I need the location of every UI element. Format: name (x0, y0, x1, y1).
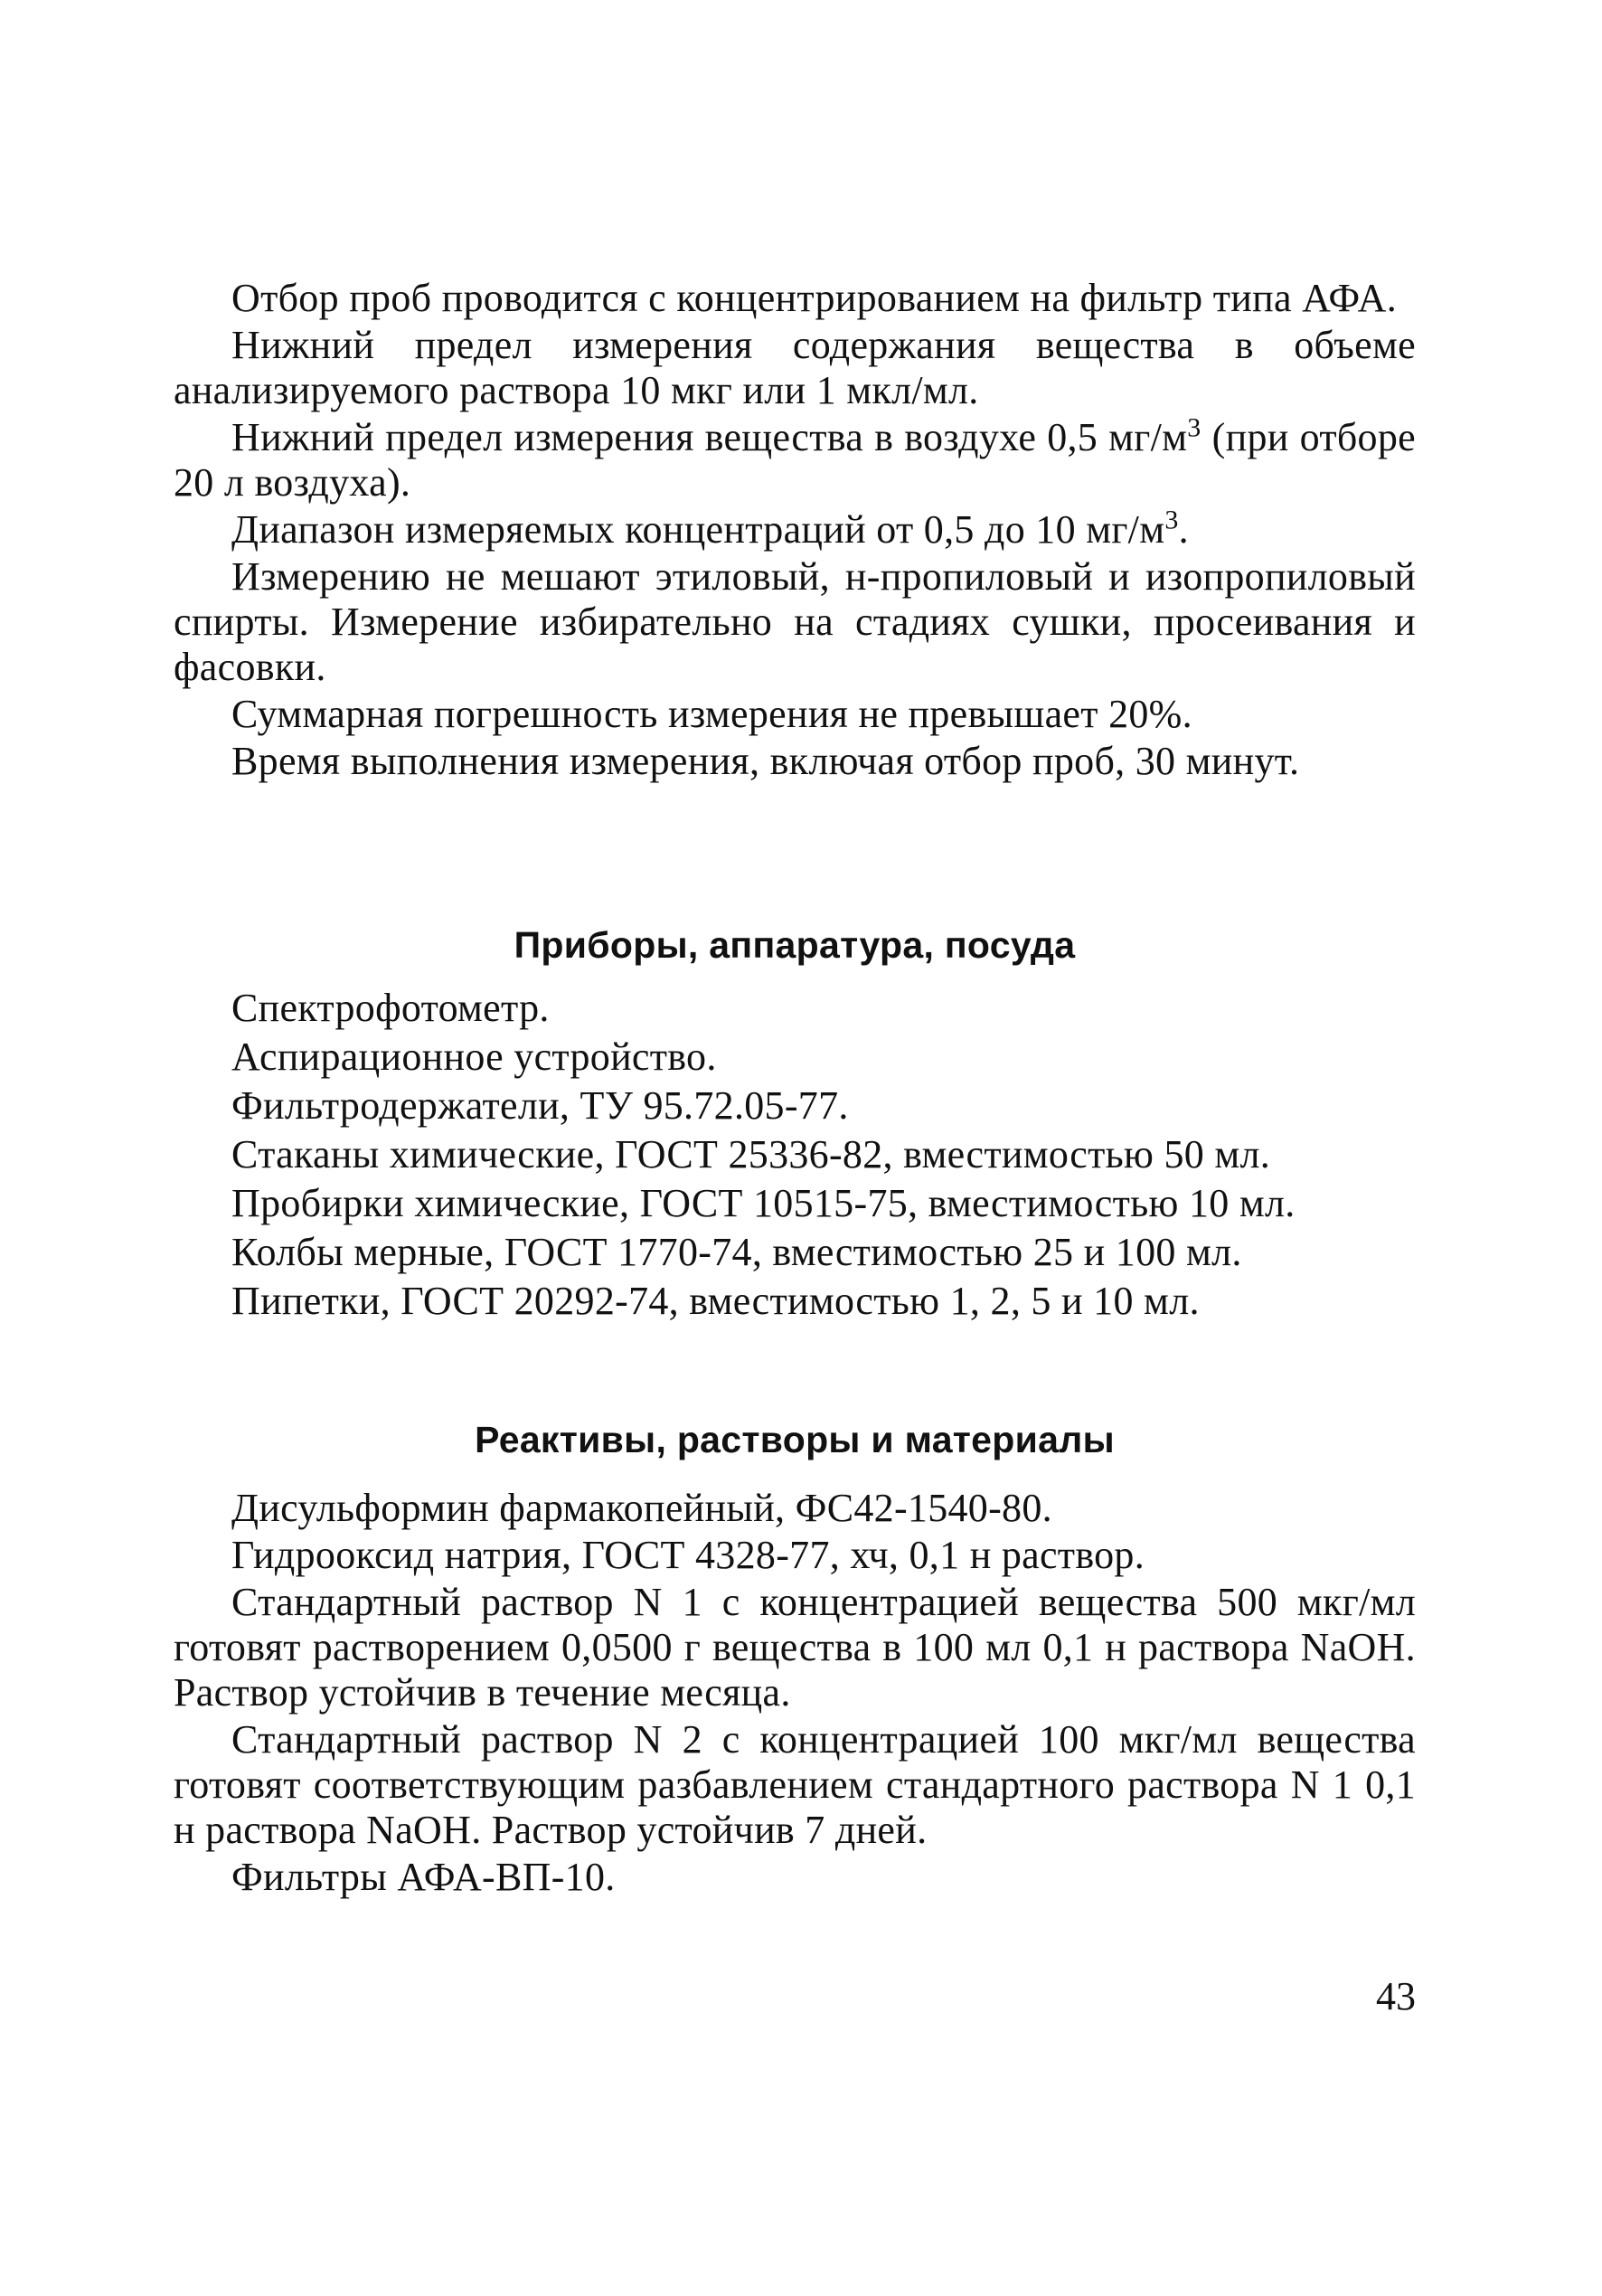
page-number: 43 (1376, 1974, 1416, 2018)
equipment-list (174, 986, 1416, 1328)
list-item: Гидрооксид натрия, ГОСТ 4328-77, хч, 0,1 н раствор. (231, 1533, 1145, 1577)
lower-limit-air-note: (при отборе 20 л воздуха). (174, 415, 1416, 505)
superscript-cube: 3 (1164, 505, 1179, 535)
intro-section (174, 276, 1416, 786)
paragraph-lower-limit-solution: Нижний предел измерения содержания вещества в объеме анализируемого раствора 10 мкг или 1 мкл/мл. (174, 323, 1416, 412)
paragraph-lower-limit-air (174, 412, 1416, 505)
list-item: Пипетки, ГОСТ 20292-74, вместимостью 1, 2, 5 и 10 мл. (231, 1279, 1200, 1323)
list-item: Аспирационное устройство. (231, 1035, 717, 1079)
list-item: Пробирки химические, ГОСТ 10515-75, вместимостью 10 мл. (231, 1181, 1296, 1225)
list-item: Фильтродержатели, ТУ 95.72.05-77. (231, 1083, 849, 1128)
list-item: Фильтры АФА-ВП-10. (231, 1855, 616, 1899)
paragraph-error: Суммарная погрешность измерения не превышает 20%. (231, 692, 1192, 736)
range-text: Диапазон измеряемых концентраций от 0,5 до 10 мг/м (231, 507, 1165, 552)
list-item: Колбы мерные, ГОСТ 1770-74, вместимостью 25 и 100 мл. (231, 1230, 1242, 1274)
section-heading-reagents: Реактивы, растворы и материалы (475, 1419, 1115, 1460)
lower-limit-air-text: Нижний предел измерения вещества в воздухе 0,5 мг/м (231, 415, 1188, 459)
list-item: Стаканы химические, ГОСТ 25336-82, вместимостью 50 мл. (231, 1132, 1271, 1176)
list-item: Стандартный раствор N 1 с концентрацией вещества 500 мкг/мл готовят растворением 0,0500 г вещества в 100 мл 0,1 н раствора NaOH. Раствор устойчив в течение месяца. (174, 1580, 1416, 1715)
reagents-list (174, 1486, 1416, 1902)
section-heading-equipment: Приборы, аппаратура, посуда (514, 924, 1076, 966)
list-item: Стандартный раствор N 2 с концентрацией 100 мкг/мл вещества готовят соответствующим разбавлением стандартного раствора N 1 0,1 н раствора NaOH. Раствор устойчив 7 дней. (174, 1717, 1416, 1852)
paragraph-duration: Время выполнения измерения, включая отбор проб, 30 минут. (231, 739, 1300, 783)
paragraph-sampling: Отбор проб проводится с концентрированием на фильтр типа АФА. (231, 276, 1398, 320)
list-item: Дисульформин фармакопейный, ФС42-1540-80. (231, 1486, 1052, 1530)
superscript-cube: 3 (1187, 412, 1202, 443)
list-item: Спектрофотометр. (231, 986, 550, 1030)
paragraph-interference: Измерению не мешают этиловый, н-пропиловый и изопропиловый спирты. Измерение избирательно на стадиях сушки, просеивания и фасовки. (174, 554, 1416, 689)
paragraph-range: Диапазон измеряемых концентраций от 0,5 до 10 $мг/м^3$. (231, 505, 1189, 552)
